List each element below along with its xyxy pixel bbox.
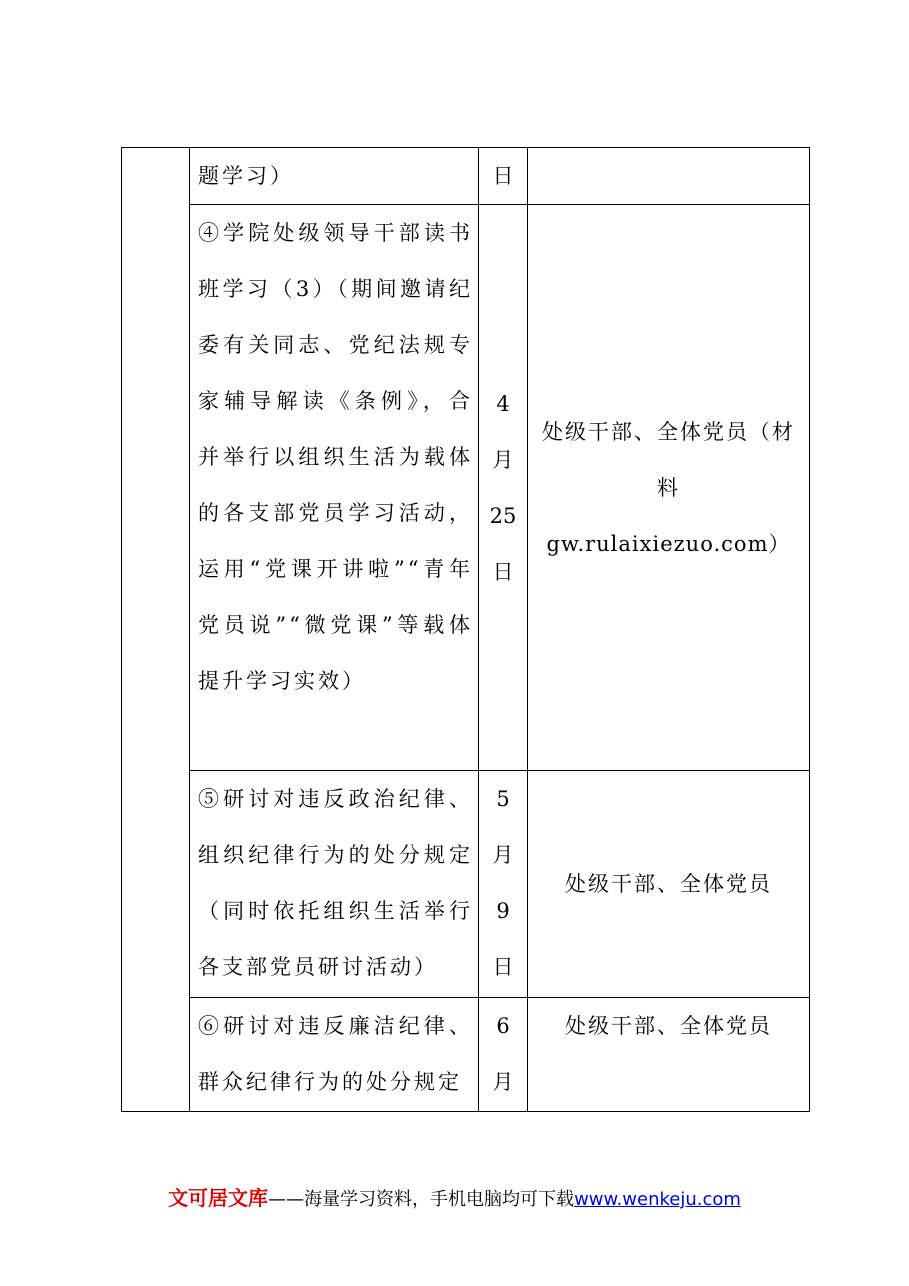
participants-text: 处级干部、全体党员 (565, 1014, 772, 1038)
table-row (122, 998, 810, 1112)
date-cell (479, 148, 528, 205)
content-text: ⑤研讨对违反政治纪律、组织纪律行为的处分规定（同时依托组织生活举行各支部党员研讨活动） (198, 787, 473, 979)
content-cell (190, 205, 479, 771)
schedule-table (121, 147, 810, 1112)
participants-cell (528, 148, 810, 205)
date-text: 5 月 9 日 (492, 787, 514, 979)
date-cell (479, 998, 528, 1112)
content-cell (190, 771, 479, 998)
website-link[interactable]: www.wenkeju.com (574, 1189, 741, 1210)
participants-text: 处级干部、全体党员 (565, 872, 772, 896)
content-text: 题学习） (198, 164, 294, 188)
date-text: 4 月 25 日 (489, 391, 517, 584)
footer-banner (0, 1182, 909, 1211)
table-row (122, 771, 810, 998)
content-cell (190, 998, 479, 1112)
date-text: 日 (492, 164, 514, 188)
footer-slogan: ——海量学习资料，手机电脑均可下载 (268, 1189, 575, 1210)
content-text: ④学院处级领导干部读书班学习（3）（期间邀请纪委有关同志、党纪法规专家辅导解读《条例》，合并举行以组织生活为载体的各支部党员学习活动，运用“党课开讲啦”“青年党员说”“微党课”等载体提升学习实效） (198, 221, 473, 693)
brand-name: 文可居文库 (168, 1186, 269, 1210)
participants-text: 处级干部、全体党员（材 料 gw.rulaixiezuo.com） (542, 419, 795, 556)
date-text: 6 月 (492, 1014, 514, 1094)
participants-cell (528, 771, 810, 998)
table-row (122, 148, 810, 205)
table-row (122, 205, 810, 771)
date-cell (479, 205, 528, 771)
date-cell (479, 771, 528, 998)
participants-cell (528, 205, 810, 771)
participants-cell (528, 998, 810, 1112)
content-text: ⑥研讨对违反廉洁纪律、群众纪律行为的处分规定 (198, 1014, 473, 1094)
content-cell (190, 148, 479, 205)
category-cell (122, 148, 190, 1112)
